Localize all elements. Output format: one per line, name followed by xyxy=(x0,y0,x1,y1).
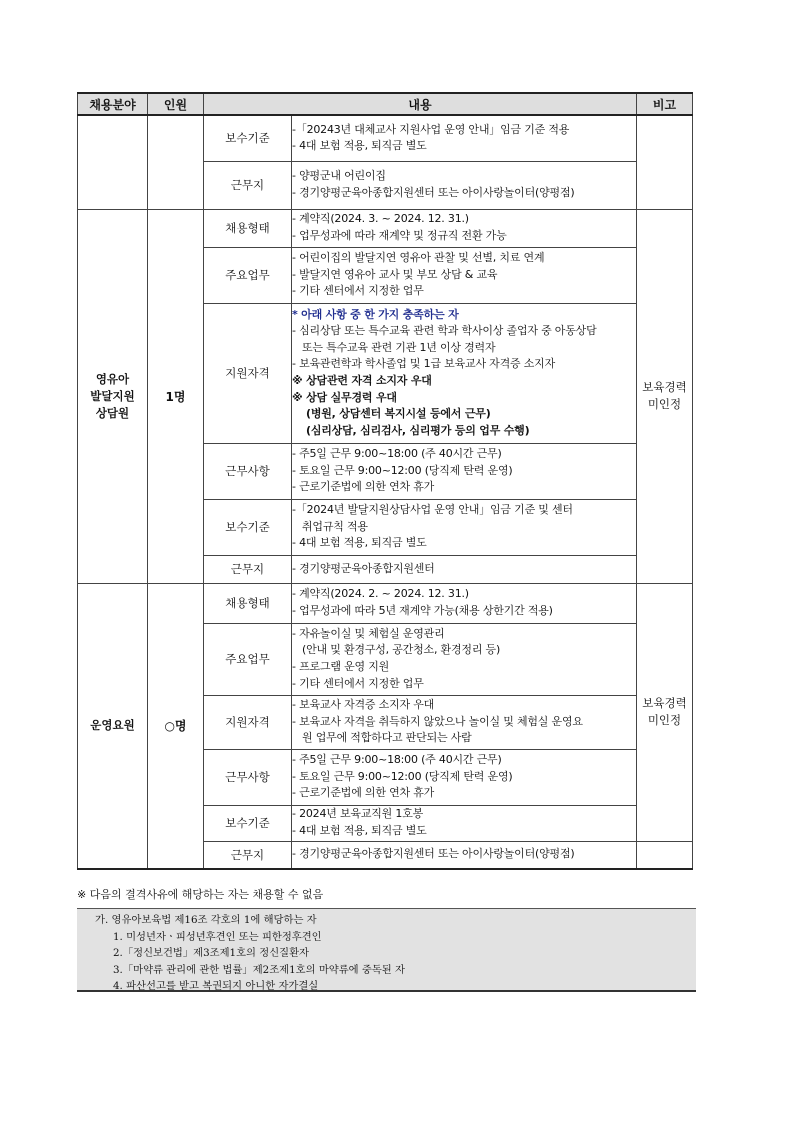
category-cell: 지원자격 xyxy=(204,695,292,749)
content-line: - 발달지연 영유아 교사 및 부모 상담 & 교육 xyxy=(292,267,498,281)
content-cell xyxy=(292,161,637,209)
content-line: 원 업무에 적합하다고 판단되는 사람 xyxy=(302,731,472,745)
disqualification-item: 2.「정신보건법」제3조제1호의 정신질환자 xyxy=(113,947,309,960)
field-line: 상담원 xyxy=(95,405,130,420)
content-line: - 어린이집의 발달지연 영유아 관찰 및 선별, 치료 연계 xyxy=(292,251,545,265)
category-cell: 보수기준 xyxy=(204,115,292,161)
category-cell: 근무지 xyxy=(204,555,292,583)
count-cell-empty xyxy=(148,115,204,209)
content-line: - 보육교사 자격증 소지자 우대 xyxy=(292,698,435,712)
content-line: - 업무성과에 따라 5년 재계약 가능(채용 상한기간 적용) xyxy=(292,604,553,617)
content-line: - 4대 보험 적용, 퇴직금 별도 xyxy=(292,536,427,550)
content-line: ※ 상담관련 자격 소지자 우대 xyxy=(292,374,432,387)
field-line: 영유아 xyxy=(95,371,130,386)
content-cell xyxy=(292,499,637,555)
content-line: - 2024년 보육교직원 1호봉 xyxy=(292,807,424,821)
category-cell: 채용형태 xyxy=(204,583,292,623)
field-cell xyxy=(78,209,148,583)
header-field: 채용분야 xyxy=(78,93,148,115)
content-line: - 양평군내 어린이집 xyxy=(292,169,386,183)
content-line: 또는 특수교육 관련 기관 1년 이상 경력자 xyxy=(302,340,496,354)
content-cell xyxy=(292,443,637,499)
disqualification-item: 1. 미성년자ㆍ피성년후견인 또는 피한정후견인 xyxy=(113,930,322,943)
count-cell: ○명 xyxy=(148,583,204,869)
content-line: * 아래 사항 중 한 가지 충족하는 자 xyxy=(292,307,459,321)
content-cell xyxy=(292,749,637,805)
content-cell xyxy=(292,247,637,303)
header-content: 내용 xyxy=(204,93,637,115)
note-cell-empty xyxy=(637,841,693,869)
count-cell: 1명 xyxy=(148,209,204,583)
disqualification-heading: 가. 영유아보육법 제16조 각호의 1에 해당하는 자 xyxy=(95,914,317,926)
category-cell: 주요업무 xyxy=(204,623,292,695)
content-line: - 경기양평군육아종합지원센터 또는 아이사랑놀이터(양평점) xyxy=(292,186,575,199)
header-count: 인원 xyxy=(148,93,204,115)
content-cell xyxy=(292,303,637,443)
content-cell xyxy=(292,209,637,247)
content-line: - 계약직(2024. 3. ~ 2024. 12. 31.) xyxy=(292,212,469,226)
content-line: (병원, 상담센터 복지시설 등에서 근무) xyxy=(306,407,491,421)
content-line: - 자유놀이실 및 체험실 운영관리 xyxy=(292,626,445,640)
note-line: 미인정 xyxy=(647,397,682,411)
category-cell: 근무지 xyxy=(204,841,292,869)
content-line: - 4대 보험 적용, 퇴직금 별도 xyxy=(292,139,427,153)
content-line: - 계약직(2024. 2. ~ 2024. 12. 31.) xyxy=(292,587,469,601)
content-cell xyxy=(292,583,637,623)
category-cell: 채용형태 xyxy=(204,209,292,247)
content-line: (안내 및 환경구성, 공간청소, 환경정리 등) xyxy=(302,643,501,657)
content-line: - 근로기준법에 의한 연차 휴가 xyxy=(292,786,435,800)
content-cell xyxy=(292,841,637,869)
content-line: - 주5일 근무 9:00~18:00 (주 40시간 근무) xyxy=(292,753,502,767)
note-cell xyxy=(637,209,693,583)
recruitment-table xyxy=(77,92,693,870)
content-cell xyxy=(292,805,637,841)
note-line: 보육경력 xyxy=(642,696,687,710)
content-line: 취업규칙 적용 xyxy=(302,519,368,533)
note-line: 미인정 xyxy=(647,713,682,727)
field-line: 발달지원 xyxy=(90,388,135,403)
table-row xyxy=(78,115,693,161)
category-cell: 보수기준 xyxy=(204,805,292,841)
category-cell: 주요업무 xyxy=(204,247,292,303)
disqualification-footnote: ※ 다음의 결격사유에 해당하는 자는 채용할 수 없음 xyxy=(77,888,324,901)
field-cell: 운영요원 xyxy=(78,583,148,869)
table-row xyxy=(78,583,693,623)
content-line: - 기타 센터에서 지정한 업무 xyxy=(292,676,424,690)
content-line: - 보육관련학과 학사졸업 및 1급 보육교사 자격증 소지자 xyxy=(292,357,556,371)
content-line: -「2024년 발달지원상담사업 운영 안내」임금 기준 및 센터 xyxy=(292,503,573,517)
content-cell xyxy=(292,555,637,583)
disqualification-item: 3.「마약류 관리에 관한 법률」제2조제1호의 마약류에 중독된 자 xyxy=(113,963,405,976)
disqualification-item: 4. 파산선고를 받고 복권되지 아니한 자가결실 xyxy=(113,980,319,993)
category-cell: 근무지 xyxy=(204,161,292,209)
content-line: - 토요일 근무 9:00~12:00 (당직제 탄력 운영) xyxy=(292,463,513,477)
note-cell-empty xyxy=(637,115,693,209)
header-note: 비고 xyxy=(637,93,693,115)
note-cell xyxy=(637,583,693,841)
content-cell xyxy=(292,623,637,695)
category-cell: 지원자격 xyxy=(204,303,292,443)
content-line: - 4대 보험 적용, 퇴직금 별도 xyxy=(292,824,427,837)
category-cell: 보수기준 xyxy=(204,499,292,555)
category-cell: 근무사항 xyxy=(204,749,292,805)
content-line: - 업무성과에 따라 재계약 및 정규직 전환 가능 xyxy=(292,229,507,242)
content-line: ※ 상담 실무경력 우대 xyxy=(292,390,397,404)
content-line: - 근로기준법에 의한 연차 휴가 xyxy=(292,480,435,494)
content-line: -「20243년 대체교사 지원사업 운영 안내」임금 기준 적용 xyxy=(292,122,570,136)
content-cell xyxy=(292,695,637,749)
content-line: - 심리상담 또는 특수교육 관련 학과 학사이상 졸업자 중 아동상담 xyxy=(292,324,597,338)
category-cell: 근무사항 xyxy=(204,443,292,499)
content-line: - 보육교사 자격을 취득하지 않았으나 놀이실 및 체험실 운영요 xyxy=(292,714,583,728)
table-row xyxy=(78,209,693,247)
content-cell xyxy=(292,115,637,161)
content-line: - 토요일 근무 9:00~12:00 (당직제 탄력 운영) xyxy=(292,769,513,783)
content-line: - 주5일 근무 9:00~18:00 (주 40시간 근무) xyxy=(292,447,502,461)
note-line: 보육경력 xyxy=(642,380,687,394)
disqualification-box xyxy=(77,908,696,992)
table-header-row xyxy=(78,93,693,115)
content-line: - 기타 센터에서 지정한 업무 xyxy=(292,284,424,298)
content-line: - 프로그램 운영 지원 xyxy=(292,660,390,673)
field-cell-empty xyxy=(78,115,148,209)
content-line: (심리상담, 심리검사, 심리평가 등의 업무 수행) xyxy=(306,423,530,437)
content-line: - 경기양평군육아종합지원센터 xyxy=(292,561,435,575)
content-line: - 경기양평군육아종합지원센터 또는 아이사랑놀이터(양평점) xyxy=(292,847,575,861)
